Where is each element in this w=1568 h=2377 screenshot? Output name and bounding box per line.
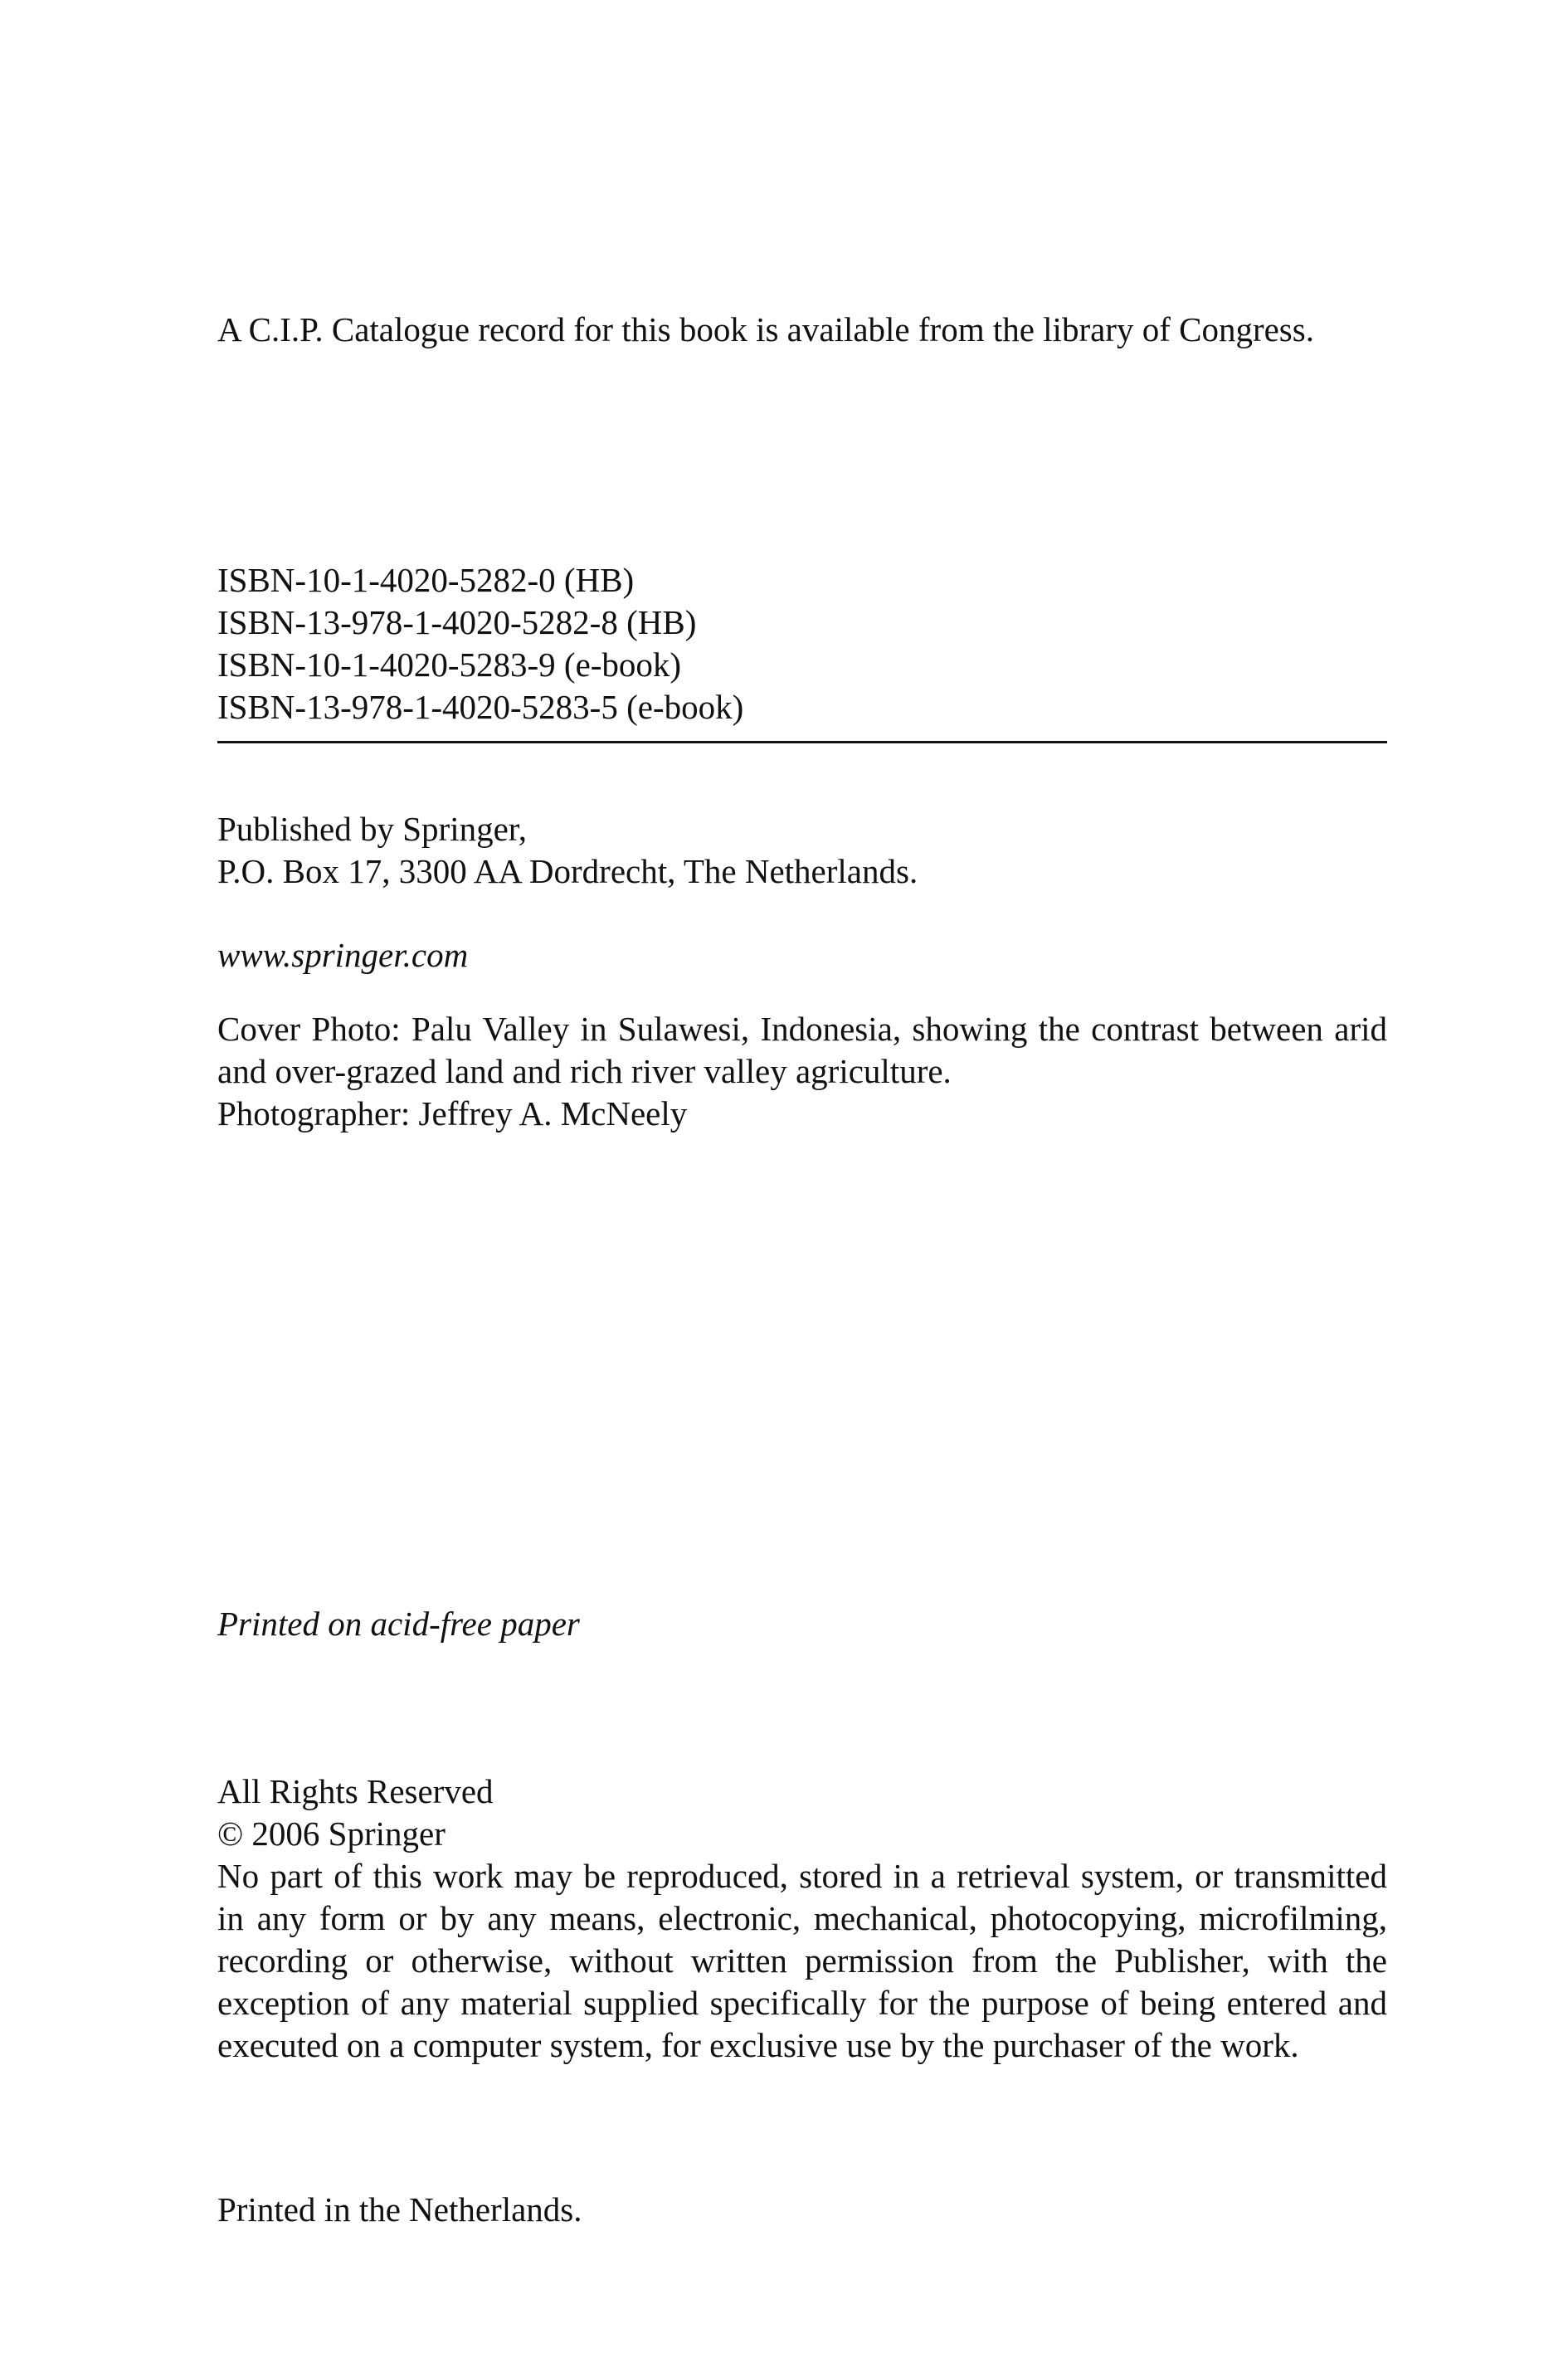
publisher-address: P.O. Box 17, 3300 AA Dordrecht, The Netherlands.: [217, 852, 918, 890]
cip-catalogue-record: A C.I.P. Catalogue record for this book is available from the library of Congress.: [217, 310, 1314, 348]
isbn-13-ebook: ISBN-13-978-1-4020-5283-5 (e-book): [217, 688, 744, 726]
cover-photo-description: Cover Photo: Palu Valley in Sulawesi, Indonesia, showing the contrast between arid and over-grazed land and rich river valley agriculture.: [217, 1010, 1387, 1090]
rights-notice: [217, 1771, 1387, 2067]
isbn-10-ebook: ISBN-10-1-4020-5283-9 (e-book): [217, 645, 682, 684]
publisher-info: [217, 808, 1387, 893]
reproduction-notice: No part of this work may be reproduced, stored in a retrieval system, or transmitted in any form or by any means, electronic, mechanical, photocopying, microfilming, recording or otherwise, without written permission from the Publisher, with the exception of any material supplied specifically for the purpose of being entered and executed on a computer system, for exclusive use by the purchaser of the work.: [217, 1857, 1387, 2064]
acid-free-paper-note: Printed on acid-free paper: [217, 1605, 580, 1643]
isbn-10-hardback: ISBN-10-1-4020-5282-0 (HB): [217, 561, 635, 599]
publisher-name: Published by Springer,: [217, 810, 528, 848]
cover-photo-credit: [217, 1008, 1387, 1135]
isbn-13-hardback: ISBN-13-978-1-4020-5282-8 (HB): [217, 603, 697, 641]
copyright-line: © 2006 Springer: [217, 1814, 446, 1853]
photographer-credit: Photographer: Jeffrey A. McNeely: [217, 1094, 688, 1132]
rights-reserved: All Rights Reserved: [217, 1772, 494, 1810]
printed-in-note: Printed in the Netherlands.: [217, 2190, 582, 2228]
horizontal-divider: [217, 741, 1387, 743]
publisher-website: www.springer.com: [217, 936, 469, 974]
isbn-list: [217, 559, 1387, 728]
